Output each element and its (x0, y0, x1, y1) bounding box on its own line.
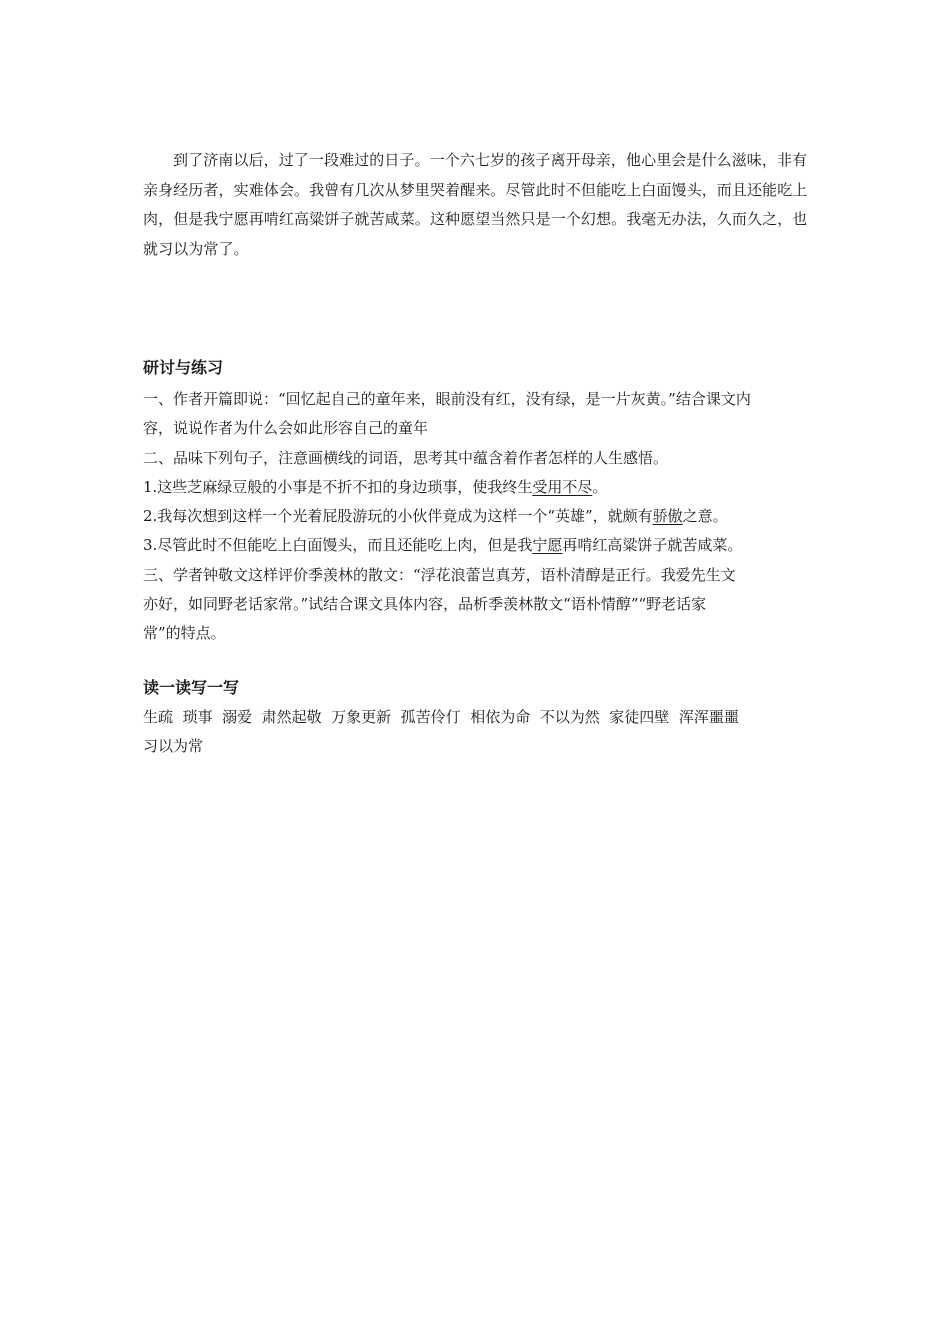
question-1-line-2: 容，说说作者为什么会如此形容自己的童年 (143, 419, 429, 438)
vocabulary-line-2: 习以为常 (143, 737, 204, 756)
sentence-1 (143, 473, 813, 502)
sentence-3 (143, 531, 813, 560)
sentence-1-after: 。 (592, 477, 608, 496)
sentence-2-underlined-word: 骄傲 (652, 507, 683, 526)
question-1-line-1: 一、作者开篇即说：“回忆起自己的童年来，眼前没有红，没有绿，是一片灰黄。”结合课文内 (143, 390, 751, 408)
sentence-2-after: 之意。 (682, 507, 728, 526)
exercise-section (143, 356, 813, 649)
sentence-1-underlined-word: 受用不尽 (532, 477, 593, 496)
question-2: 二、品味下列句子，注意画横线的词语，思考其中蕴含着作者怎样的人生感悟。 (143, 448, 669, 467)
passage-paragraph: 到了济南以后，过了一段难过的日子。一个六七岁的孩子离开母亲，他心里会是什么滋味，非有亲身经历者，实难体会。我曾有几次从梦里哭着醒来。尽管此时不但能吃上白面馒头，而且还能吃上肉，但是我宁愿再啃红高粱饼子就苦咸菜。这种愿望当然只是一个幻想。我毫无办法，久而久之，也就习以为常了。 (143, 151, 808, 258)
question-3-line-1: 三、学者钟敬文这样评价季羡林的散文：“浮花浪蕾岂真芳，语朴清醇是正行。我爱先生文 (143, 565, 736, 584)
sentence-2 (143, 502, 813, 531)
exercise-heading: 研讨与练习 (143, 358, 224, 377)
question-3-line-2: 亦好，如同野老话家常。”试结合课文具体内容，品析季羡林散文“语朴情醇”“野老话家 (143, 595, 707, 614)
passage-block (143, 146, 813, 264)
vocabulary-section (143, 676, 813, 762)
vocabulary-heading: 读一读写一写 (143, 678, 240, 697)
question-3-line-3: 常”的特点。 (143, 624, 226, 643)
sentence-3-before: 3.尽管此时不但能吃上白面馒头，而且还能吃上肉，但是我 (143, 536, 533, 555)
sentence-2-before: 2.我每次想到这样一个光着屁股游玩的小伙伴竟成为这样一个“英雄”，就颇有 (143, 507, 653, 526)
sentence-1-before: 1.这些芝麻绿豆般的小事是不折不扣的身边琐事，使我终生 (143, 477, 533, 496)
sentence-3-after: 再啃红高粱饼子就苦咸菜。 (562, 536, 743, 555)
vocabulary-line-1: 生疏 琐事 溺爱 肃然起敬 万象更新 孤苦伶仃 相依为命 不以为然 家徒四壁 浑浑噩噩 (143, 708, 739, 726)
sentence-3-underlined-word: 宁愿 (532, 536, 563, 555)
